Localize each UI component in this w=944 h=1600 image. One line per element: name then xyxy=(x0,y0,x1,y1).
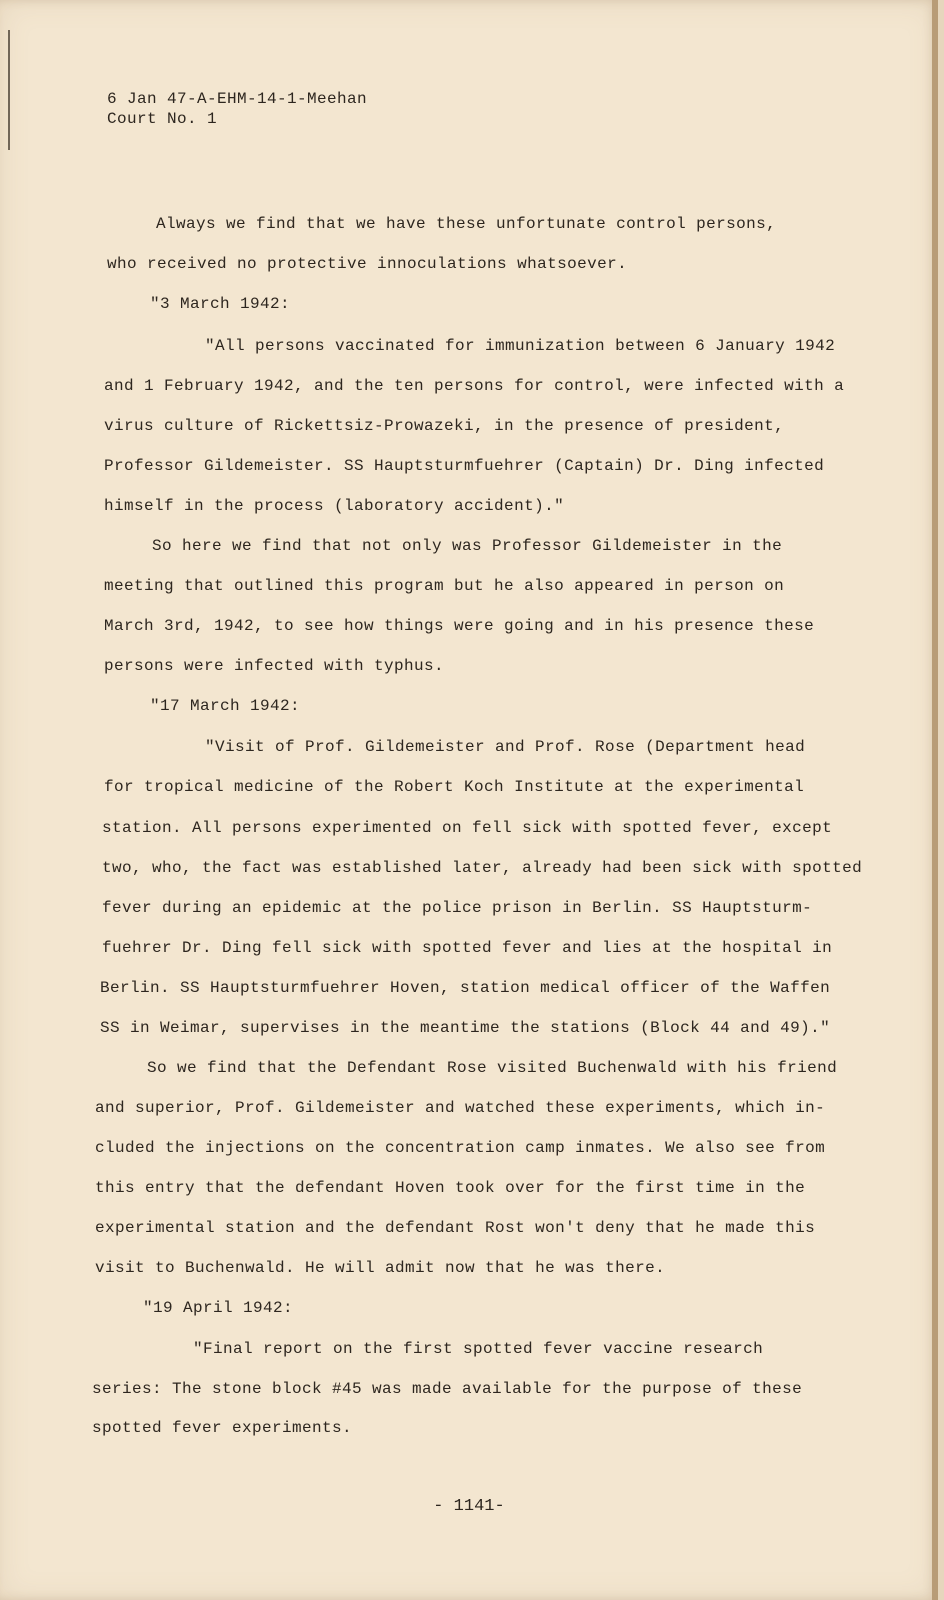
text-line: So here we find that not only was Professor Gildemeister in the xyxy=(152,537,783,555)
text-line: spotted fever experiments. xyxy=(92,1419,353,1437)
page-right-edge xyxy=(932,0,938,1600)
text-line: March 3rd, 1942, to see how things were going and in his presence these xyxy=(104,617,815,635)
text-line: "Final report on the first spotted fever vaccine research xyxy=(193,1340,764,1358)
text-line: "19 April 1942: xyxy=(143,1299,294,1317)
text-line: cluded the injections on the concentration camp inmates. We also see from xyxy=(95,1139,826,1157)
text-line: visit to Buchenwald. He will admit now that he was there. xyxy=(95,1259,666,1277)
text-line: for tropical medicine of the Robert Koch Institute at the experimental xyxy=(104,778,805,796)
text-line: fever during an epidemic at the police prison in Berlin. SS Hauptsturm- xyxy=(102,899,813,917)
text-line: and 1 February 1942, and the ten persons for control, were infected with a xyxy=(104,377,845,395)
text-line: "All persons vaccinated for immunization between 6 January 1942 xyxy=(205,337,836,355)
text-line: "17 March 1942: xyxy=(150,697,301,715)
page-number: - 1141- xyxy=(433,1497,505,1516)
page-left-edge xyxy=(8,30,10,150)
text-line: persons were infected with typhus. xyxy=(104,657,445,675)
header-court: Court No. 1 xyxy=(107,110,218,128)
text-line: two, who, the fact was established later, already had been sick with spotted xyxy=(102,859,863,877)
text-line: "3 March 1942: xyxy=(150,295,291,313)
text-line: virus culture of Rickettsiz-Prowazeki, in the presence of president, xyxy=(104,417,785,435)
text-line: and superior, Prof. Gildemeister and watched these experiments, which in- xyxy=(95,1099,826,1117)
text-line: experimental station and the defendant Rost won't deny that he made this xyxy=(95,1219,816,1237)
text-line: "Visit of Prof. Gildemeister and Prof. Rose (Department head xyxy=(205,738,806,756)
text-line: So we find that the Defendant Rose visited Buchenwald with his friend xyxy=(147,1059,838,1077)
text-line: himself in the process (laboratory accident)." xyxy=(104,497,565,515)
text-line: Always we find that we have these unfortunate control persons, xyxy=(156,215,777,233)
header-reference: 6 Jan 47-A-EHM-14-1-Meehan xyxy=(107,90,368,108)
text-line: Professor Gildemeister. SS Hauptsturmfuehrer (Captain) Dr. Ding infected xyxy=(104,457,825,475)
text-line: SS in Weimar, supervises in the meantime the stations (Block 44 and 49)." xyxy=(100,1019,831,1037)
text-line: this entry that the defendant Hoven took over for the first time in the xyxy=(95,1179,806,1197)
text-line: station. All persons experimented on fell sick with spotted fever, except xyxy=(102,819,833,837)
text-line: fuehrer Dr. Ding fell sick with spotted fever and lies at the hospital in xyxy=(102,939,833,957)
text-line: series: The stone block #45 was made available for the purpose of these xyxy=(92,1380,803,1398)
text-line: meeting that outlined this program but he also appeared in person on xyxy=(104,577,785,595)
text-line: who received no protective innoculations whatsoever. xyxy=(107,255,628,273)
text-line: Berlin. SS Hauptsturmfuehrer Hoven, station medical officer of the Waffen xyxy=(100,979,831,997)
